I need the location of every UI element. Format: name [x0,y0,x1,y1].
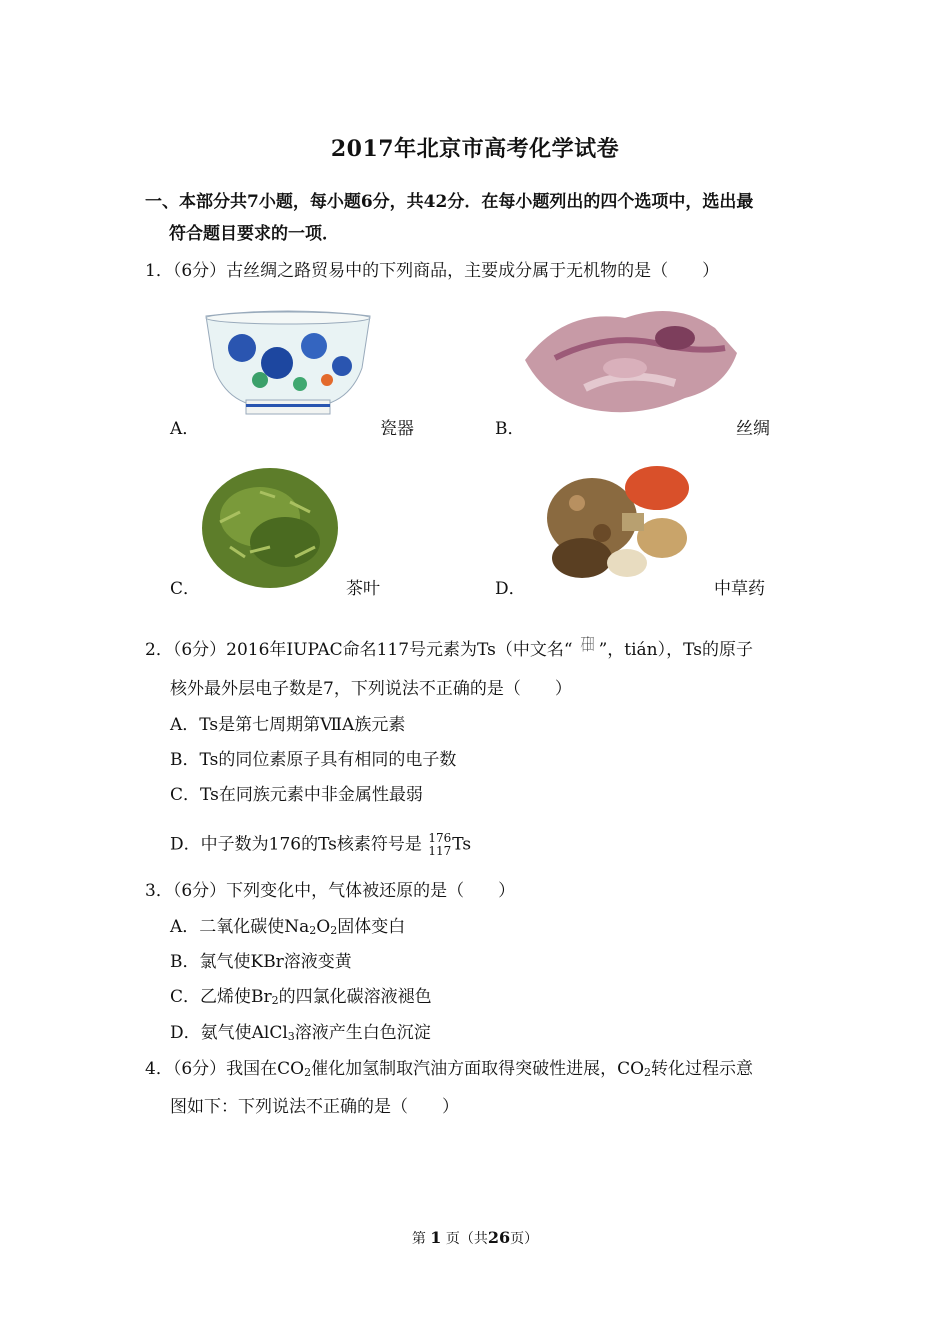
q3-option-d [170,1022,431,1048]
q3-a-text3: 固体变白 [337,917,406,937]
q3-a-sub2: 2 [330,924,338,937]
q3-c-sub1: 2 [271,994,279,1007]
q1-option-b-letter: B． [495,419,525,439]
porcelain-bowl-image [202,308,374,418]
page-number: 1 [430,1228,442,1247]
footer-mid: 页（共 [445,1231,488,1247]
q1-option-a-letter: A． [170,419,200,439]
q1-option-d-letter: D． [495,579,526,599]
question-2-stem [145,634,825,661]
q1-option-a-label: 瓷器 [380,419,414,439]
herbal-medicine-image [542,463,690,585]
footer-post: 页） [510,1231,539,1247]
nuclide-notation [428,832,451,858]
q1-option-b-label: 丝绸 [736,419,770,439]
q4-text2: 催化加氢制取汽油方面取得突破性进展，CO [311,1059,645,1079]
q3-d-sub1: 3 [287,1030,295,1043]
question-3-stem: 3．（6分）下列变化中，气体被还原的是（ ） [145,881,516,901]
q3-c-text2: 的四氯化碳溶液褪色 [278,987,432,1007]
q1-option-d-label: 中草药 [714,579,765,599]
atomic-number: 117 [428,844,452,858]
question-4-stem-line2: 图如下：下列说法不正确的是（ ） [170,1097,459,1117]
q1-option-c-label: 茶叶 [346,579,380,599]
q3-c-text1: C．乙烯使Br [170,987,272,1007]
q3-a-text1: A．二氧化碳使Na [170,917,310,937]
question-1-stem: 1．（6分）古丝绸之路贸易中的下列商品，主要成分属于无机物的是（ ） [145,261,720,281]
q2-option-d [170,832,471,858]
page-title: 2017年北京市高考化学试卷 [330,136,620,162]
silk-scarf-image [525,298,737,420]
q1-option-c-letter: C． [170,579,201,599]
element-symbol: Ts [452,834,472,855]
mass-number: 176 [428,831,452,845]
q2-option-c: C．Ts在同族元素中非金属性最弱 [170,785,423,805]
q4-sub1: 2 [304,1066,312,1079]
q2-option-d-text: D．中子数为176的Ts核素符号是 [170,834,422,855]
q2-stem-part2: ”，tián），Ts的原子 [598,640,753,660]
tea-leaves-image [200,462,340,590]
page-footer [0,1228,950,1248]
q3-option-a [170,916,405,942]
total-pages: 26 [487,1228,511,1247]
q3-a-sub1: 2 [309,924,317,937]
tian-character: 石田 [580,635,592,655]
q2-option-b: B．Ts的同位素原子具有相同的电子数 [170,750,457,770]
question-4-stem [145,1058,753,1084]
footer-pre: 第 [411,1231,426,1247]
q2-stem-part1: 2．（6分）2016年IUPAC命名117号元素为Ts（中文名“ [145,640,573,660]
section-heading-line2: 符合题目要求的一项． [169,224,339,244]
section-heading [145,186,815,250]
q3-d-text2: 溶液产生白色沉淀 [294,1023,431,1043]
q3-a-text2: O [316,917,331,937]
q4-text3: 转化过程示意 [651,1059,754,1079]
q4-sub2: 2 [644,1066,652,1079]
q2-option-a: A．Ts是第七周期第ⅦA族元素 [170,715,406,735]
section-heading-line1: 一、本部分共7小题，每小题6分，共42分．在每小题列出的四个选项中，选出最 [145,192,754,212]
question-2-stem-line2: 核外最外层电子数是7，下列说法不正确的是（ ） [170,679,572,699]
q3-option-c [170,986,432,1012]
q3-d-text1: D．氨气使AlCl [170,1023,288,1043]
q3-option-b: B．氯气使KBr溶液变黄 [170,952,352,972]
q4-text1: 4．（6分）我国在CO [145,1059,305,1079]
